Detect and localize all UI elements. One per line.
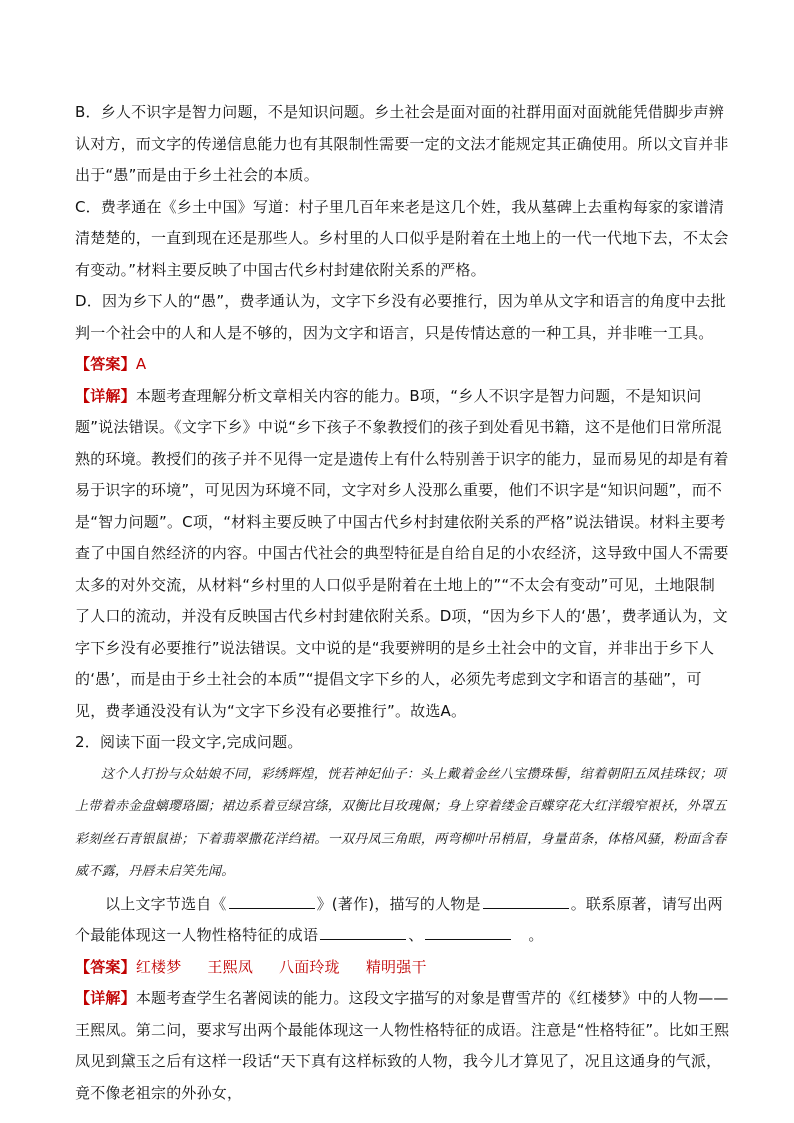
detail-text: 本题考查学生名著阅读的能力。这段文字描写的对象是曹雪芹的《红楼梦》中的人物——王熙凤。第二问，要求写出两个最能体现这一人物性格特征的成语。注意是“性格特征”。比如王熙凤见到黛玉之后有这样一段话“天下真有这样标致的人物，我今儿才算见了，况且这通身的气派，竟不像老祖宗的外孙女， bbox=[75, 989, 730, 1102]
blank-idiom-1[interactable] bbox=[320, 923, 406, 940]
question-part-2: 》(著作)，描写的人物是 bbox=[316, 894, 481, 913]
detail-tag: 【详解】 bbox=[75, 386, 136, 405]
question-part-5: 。 bbox=[528, 926, 544, 944]
blank-book[interactable] bbox=[229, 892, 315, 909]
q2-answer bbox=[75, 952, 730, 984]
question-part-1: 以上文字节选自《 bbox=[105, 894, 227, 913]
answer-tag: 【答案】 bbox=[75, 957, 136, 976]
answer-value: A bbox=[135, 355, 147, 373]
option-b: B．乡人不识字是智力问题，不是知识问题。乡土社会是面对面的社群用面对面就能凭借脚步声辨认对方，而文字的传递信息能力也有其限制性需要一定的文法才能规定其正确使用。所以文盲并非出于“愚”而是由于乡土社会的本质。 bbox=[75, 103, 729, 184]
question-part-3: 。联系原著，请写出两个最能体现这一人物性格特征的成语 bbox=[75, 894, 723, 944]
q2-question bbox=[75, 889, 730, 952]
question-part-4: 、 bbox=[408, 926, 424, 944]
answer-3: 八面玲珑 bbox=[279, 957, 340, 976]
answer-2: 王熙凤 bbox=[207, 957, 254, 976]
q2-stem: 2．阅读下面一段文字,完成问题。 bbox=[75, 733, 303, 751]
answer-tag: 【答案】 bbox=[75, 355, 136, 373]
question-1-options bbox=[75, 97, 730, 759]
answer-4: 精明强干 bbox=[365, 957, 427, 976]
q1-detail bbox=[75, 381, 730, 728]
blank-idiom-2[interactable] bbox=[425, 923, 511, 940]
question-2-body bbox=[75, 889, 730, 1110]
detail-tag: 【详解】 bbox=[75, 989, 136, 1007]
q1-answer bbox=[75, 349, 730, 381]
blank-character[interactable] bbox=[483, 892, 569, 909]
option-c: C．费孝通在《乡土中国》写道：村子里几百年来老是这几个姓，我从墓碑上去重构每家的家谱清清楚楚的，一直到现在还是那些人。乡村里的人口似乎是附着在土地上的一代一代地下去，不太会有变动。”材料主要反映了中国古代乡村封建依附关系的严格。 bbox=[75, 197, 729, 279]
detail-text: 本题考查理解分析文章相关内容的能力。B项，“乡人不识字是智力问题，不是知识问题”说法错误。《文字下乡》中说“乡下孩子不象教授们的孩子到处看见书籍，这不是他们日常所混熟的环境。教授们的孩子并不见得一定是遗传上有什么特别善于识字的能力，显而易见的却是有着易于识字的环境”，可见因为环境不同，文字对乡人没那么重要，他们不识字是“知识问题”，而不是“智力问题”。C项，“材料主要反映了中国古代乡村封建依附关系的严格”说法错误。材料主要考查了中国自然经济的内容。中国古代社会的典型特征是自给自足的小农经济，这导致中国人不需要太多的对外交流，从材料“乡村里的人口似乎是附着在土地上的”“不太会有变动”可见，土地限制了人口的流动，并没有反映国古代乡村封建依附关系。D项，“因为乡下人的‘愚’，费孝通认为，文字下乡没有必要推行”说法错误。文中说的是“我要辨明的是乡土社会中的文盲，并非出于乡下人的‘愚’，而是由于乡土社会的本质”“提倡文字下乡的人，必须先考虑到文字和语言的基础”，可见，费孝通没没有认为“文字下乡没有必要推行”。故选A。 bbox=[75, 386, 729, 720]
q2-passage: 这个人打扮与众姑娘不同，彩绣辉煌，恍若神妃仙子：头上戴着金丝八宝攒珠髻，绾着朝阳五凤挂珠钗；项上带着赤金盘螭璎珞圈；裙边系着豆绿宫绦，双衡比目玫瑰佩；身上穿着缕金百蝶穿花大红洋缎窄裉袄，外罩五彩刻丝石青银鼠褂；下着翡翠撒花洋绉裙。一双丹凤三角眼，两弯柳叶吊梢眉，身量苗条，体格风骚，粉面含春威不露，丹唇未启笑先闻。 bbox=[75, 766, 727, 879]
answer-1: 红楼梦 bbox=[135, 957, 182, 976]
option-d: D．因为乡下人的“愚”，费孝通认为，文字下乡没有必要推行，因为单从文字和语言的角度中去批判一个社会中的人和人是不够的，因为文字和语言，只是传情达意的一种工具，并非唯一工具。 bbox=[75, 292, 726, 342]
q2-detail bbox=[75, 983, 730, 1109]
